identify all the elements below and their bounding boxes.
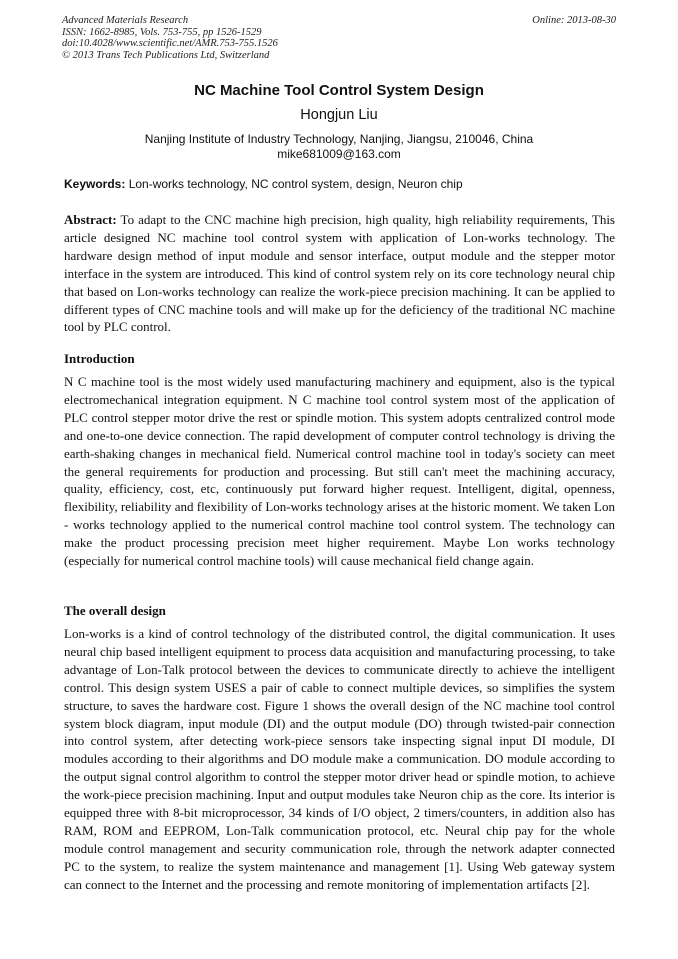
affiliation-block	[0, 132, 678, 162]
copyright-line: © 2013 Trans Tech Publications Ltd, Switzerland	[62, 49, 270, 61]
keywords-label: Keywords:	[64, 177, 126, 191]
keywords	[64, 176, 618, 192]
introduction-heading: Introduction	[64, 351, 135, 366]
introduction-paragraph: N C machine tool is the most widely used manufacturing machinery and equipment, also is the typical electromechanical integration equipment. N C machine tool control system most of the application of PLC control stepper motor drive the rest or spindle motion. This system adopts centralized control mode and one-to-one device connection. The rapid development of computer control technology is driving the earth-shaking changes in mechanical field. Numerical control machine tool in today's society can meet the general requirements for production and processing. But still can't meet the machining accuracy, quality, efficiency, cost, etc, continuously put forward higher request. Intelligent, digital, openness, flexibility, reliability and flexibility of Lon-works technology arises at the historic moment. We taken Lon - works technology applied to the numerical control machine tool control system. The technology can make the product processing precision meet higher requirement. Maybe Lon works technology (especially for numerical control machine tools) will cause mechanical field change again.	[64, 374, 615, 569]
issn-line: ISSN: 1662-8985, Vols. 753-755, pp 1526-1529	[62, 26, 262, 38]
online-date: Online: 2013-08-30	[532, 15, 616, 26]
overall-design-section	[64, 625, 615, 894]
abstract-paragraph	[64, 211, 615, 336]
abstract-text: To adapt to the CNC machine high precision, high quality, high reliability requirements, This article designed NC machine tool control system with application of Lon-works technology. The hardware design method of input module and sensor interface, output module and the stepper motor interface in the system are introduced. This kind of control system rely on its core technology neural chip that based on Lon-works technology can realize the work-piece precision machining. It can be applied to different types of CNC machine tools and will make up for the deficiency of the traditional NC machine tool by PLC control.	[64, 212, 615, 335]
keywords-text: Lon-works technology, NC control system, design, Neuron chip	[128, 177, 463, 191]
affiliation: Nanjing Institute of Industry Technology, Nanjing, Jiangsu, 210046, China	[144, 132, 534, 146]
paper-title: NC Machine Tool Control System Design	[194, 82, 484, 99]
author-name: Hongjun Liu	[300, 107, 378, 123]
doi-line: doi:10.4028/www.scientific.net/AMR.753-755.1526	[62, 38, 278, 49]
author-email: mike681009@163.com	[277, 147, 401, 161]
abstract-section	[64, 211, 615, 336]
abstract-label: Abstract:	[64, 212, 117, 227]
overall-design-heading: The overall design	[64, 603, 166, 618]
introduction-section	[64, 373, 615, 570]
journal-name: Advanced Materials Research	[62, 15, 189, 26]
overall-design-paragraph: Lon-works is a kind of control technology of the distributed control, the digital communication. It uses neural chip based intelligent equipment to process data acquisition and manufacturing processing, to take advantage of Lon-Talk protocol between the devices to communicate directly to achieve the intelligent control. This design system USES a pair of cable to connect multiple devices, so simplifies the system structure, to saves the hardware cost. Figure 1 shows the overall design of the NC machine tool control system block diagram, input module (DI) and the output module (DO) through twisted-pair connection into control system, after detecting work-piece sensors take inspecting signal input DI module, DI modules according to their algorithms and DO module make a communication. DO module according to the output signal control algorithm to control the stepper motor driver head or spindle motion, to achieve the work-piece precision machining. Input and output modules take Neuron chip as the core. Its interior is equipped three with 8-bit microprocessor, 34 kinds of I/O object, 2 timers/counters, in addition also has RAM, ROM and EEPROM, Lon-Talk communication protocol, etc. Neural chip pay for the whole module control management and security communication role, through the network adapter connected PC to the system, to realize the system maintenance and management [1]. Using Web gateway system can connect to the Internet and the processing and remote monitoring of implementation artifacts [2].	[64, 626, 615, 892]
